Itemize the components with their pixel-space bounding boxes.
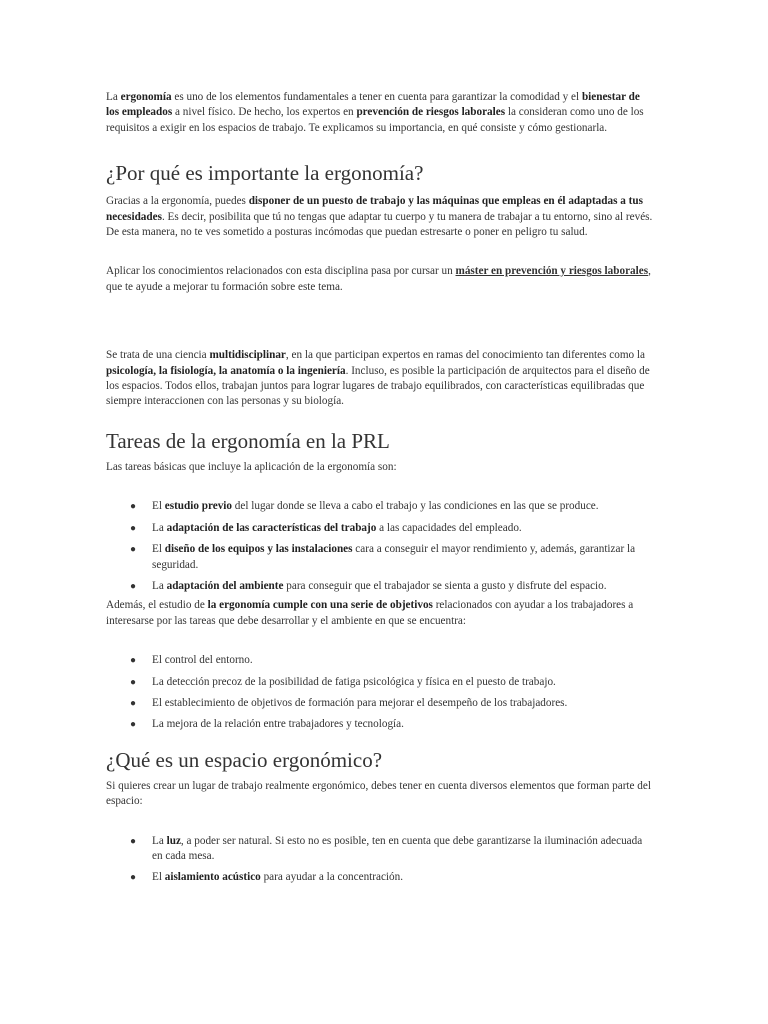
bold-run: disponer de un puesto de trabajo y las máquinas que empleas en él adaptadas a tus necesidades (106, 195, 643, 223)
bullet-icon: ● (130, 580, 137, 592)
list-item (106, 499, 654, 514)
bold-run: ergonomía (120, 91, 175, 103)
intro-paragraph (106, 90, 654, 136)
text-run: , a poder ser natural. Si esto no es posible, ten en cuenta que debe garantizarse la iluminación adecuada en cada mesa. (152, 834, 643, 862)
text-run: . Incluso, es posible la participación de arquitectos para el diseño de los espacios. Todos ellos, trabajan juntos para lograr lugares de trabajo equilibrados, con características equilibradas que siempre interaccionen con las personas y su biología. (106, 364, 650, 408)
text-run: El establecimiento de objetivos de formación para mejorar el desempeño de los trabajadores. (152, 696, 568, 709)
bold-run: estudio previo (164, 500, 232, 513)
text-run: , en la que participan expertos en ramas del conocimiento tan diferentes como la (285, 349, 646, 362)
text-run: El control del entorno. (152, 654, 253, 667)
text-run: la consideran como uno de los requisitos a exigir en los espacios de trabajo. Te explicamos su importancia, en qué consiste y cómo gestionarla. (106, 106, 644, 134)
tasks-intro: Las tareas básicas que incluye la aplicación de la ergonomía son: (106, 460, 397, 473)
objectives-paragraph (106, 598, 654, 629)
text-run: del lugar donde se lleva a cabo el trabajo y las condiciones en las que se produce. (231, 500, 599, 513)
list-item (106, 870, 654, 885)
text-run: Gracias a la ergonomía, puedes (106, 195, 249, 208)
text-run: a las capacidades del empleado. (376, 521, 522, 534)
tasks-list (106, 499, 654, 594)
bullet-icon: ● (130, 522, 137, 534)
text-run: relacionados con ayudar a los trabajadores a interesarse por las tareas que debe desarrollar y el ambiente en que se encuentra: (106, 599, 634, 627)
bold-run: psicología, la fisiología, la anatomía o la ingeniería (106, 364, 346, 377)
bullet-icon: ● (130, 676, 137, 688)
document-page (106, 90, 654, 886)
heading-tasks: Tareas de la ergonomía en la PRL (106, 428, 390, 453)
bullet-icon: ● (130, 501, 137, 513)
text-run: La mejora de la relación entre trabajadores y tecnología. (152, 718, 404, 731)
objectives-list (106, 653, 654, 733)
ergonomic-space-paragraph: Si quieres crear un lugar de trabajo realmente ergonómico, debes tener en cuenta diversos elementos que forman parte del espacio: (106, 779, 651, 808)
list-item (106, 834, 654, 865)
text-run: El (152, 500, 165, 513)
text-run: La (152, 579, 167, 592)
text-run: La detección precoz de la posibilidad de fatiga psicológica y física en el puesto de trabajo. (152, 675, 556, 688)
heading-importance: ¿Por qué es importante la ergonomía? (106, 161, 424, 186)
bold-run: multidisciplinar (209, 349, 286, 362)
heading-ergonomic-space: ¿Qué es un espacio ergonómico? (106, 747, 383, 772)
text-run: El (152, 871, 165, 884)
text-run: a nivel físico. De hecho, los expertos en (172, 106, 357, 119)
bold-run: la ergonomía cumple con una serie de objetivos (207, 599, 433, 612)
list-item (106, 521, 654, 536)
text-run: , que te ayude a mejorar tu formación sobre este tema. (106, 265, 651, 293)
list-item (106, 717, 654, 732)
bullet-icon: ● (130, 697, 137, 709)
text-run: Aplicar los conocimientos relacionados con esta disciplina pasa por cursar un (106, 265, 456, 278)
text-run: para ayudar a la concentración. (260, 871, 404, 884)
bullet-icon: ● (130, 544, 137, 556)
text-run: La (152, 834, 167, 847)
list-item (106, 675, 654, 690)
bold-run: prevención de riesgos laborales (356, 106, 506, 119)
bullet-icon: ● (130, 835, 137, 847)
importance-paragraph (106, 194, 654, 240)
text-run: El (152, 543, 165, 556)
text-run: . Es decir, posibilita que tú no tengas que adaptar tu cuerpo y tu manera de trabajar a tu entorno, sino al revés. De esta manera, no te ves sometido a posturas incómodas que puedan estresarte o poner en peligro tu salud. (106, 210, 653, 239)
text-run: cara a conseguir el mayor rendimiento y, además, garantizar la seguridad. (152, 543, 636, 571)
bullet-icon: ● (130, 872, 137, 884)
bold-run: diseño de los equipos y las instalaciones (164, 543, 353, 556)
list-item (106, 653, 654, 668)
list-item (106, 696, 654, 711)
text-run: Se trata de una ciencia (106, 349, 210, 362)
master-link[interactable]: máster en prevención y riesgos laborales (455, 265, 649, 278)
master-paragraph (106, 264, 654, 295)
text-run: para conseguir que el trabajador se sienta a gusto y disfrute del espacio. (283, 579, 607, 592)
space-elements-list (106, 834, 654, 886)
bold-run: adaptación de las características del trabajo (166, 521, 377, 534)
bold-run: luz (166, 834, 181, 847)
list-item (106, 579, 654, 594)
bold-run: bienestar de los empleados (106, 91, 640, 119)
text-run: La (106, 91, 121, 103)
text-run: es uno de los elementos fundamentales a tener en cuenta para garantizar la comodidad y el (174, 91, 582, 103)
text-run: La (152, 521, 167, 534)
bold-run: aislamiento acústico (164, 871, 261, 884)
text-run: Además, el estudio de (106, 599, 208, 612)
bullet-icon: ● (130, 655, 137, 667)
bold-run: adaptación del ambiente (166, 579, 284, 592)
bullet-icon: ● (130, 719, 137, 731)
multidisciplinary-paragraph (106, 348, 654, 410)
list-item (106, 542, 654, 573)
